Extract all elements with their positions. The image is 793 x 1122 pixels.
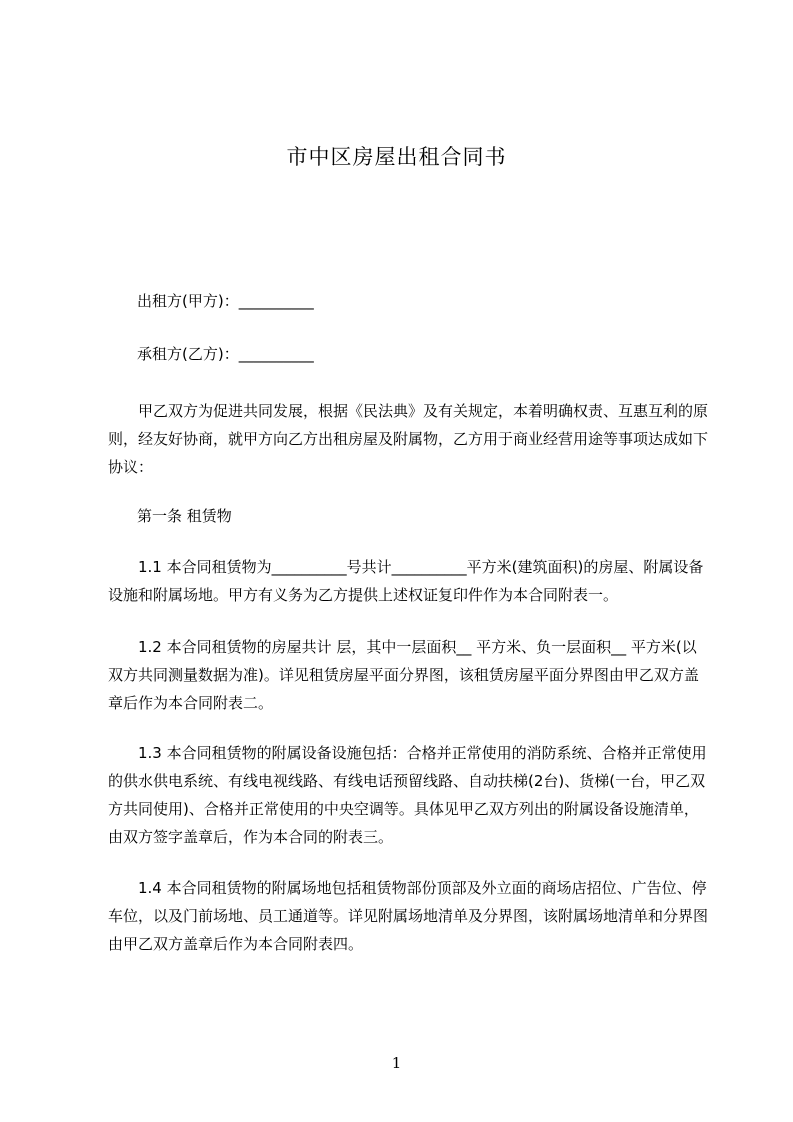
clause-1-1: 1.1 本合同租赁物为__________号共计__________平方米(建筑面积)的房屋、附属设备设施和附属场地。甲方有义务为乙方提供上述权证复印件作为本合同附表一。 (108, 558, 704, 604)
clause-1-3: 1.3 本合同租赁物的附属设备设施包括：合格并正常使用的消防系统、合格并正常使用的供水供电系统、有线电视线路、有线电话预留线路、自动扶梯(2台)、货梯(一台，甲乙双方共同使用)、合格并正常使用的中央空调等。具体见甲乙双方列出的附属设备设施清单，由双方签字盖章后，作为本合同的附表三。 (108, 744, 707, 846)
lessor-field: 出租方(甲方)：__________ (137, 292, 314, 310)
preamble-paragraph: 甲乙双方为促进共同发展，根据《民法典》及有关规定，本着明确权责、互惠互利的原则，经友好协商，就甲方向乙方出租房屋及附属物，乙方用于商业经营用途等事项达成如下协议： (108, 402, 709, 476)
page-number: 1 (391, 1054, 402, 1072)
article-1-heading: 第一条 租赁物 (137, 507, 232, 525)
clause-1-2: 1.2 本合同租赁物的房屋共计 层，其中一层面积__ 平方米、负一层面积__ 平方米(以双方共同测量数据为准)。详见租赁房屋平面分界图，该租赁房屋平面分界图由甲乙双方盖章后作为本合同附表二。 (108, 638, 699, 712)
clause-1-4: 1.4 本合同租赁物的附属场地包括租赁物部份顶部及外立面的商场店招位、广告位、停车位，以及门前场地、员工通道等。详见附属场地清单及分界图，该附属场地清单和分界图由甲乙双方盖章后作为本合同附表四。 (108, 879, 709, 953)
lessee-field: 承租方(乙方)：__________ (137, 345, 314, 363)
document-title: 市中区房屋出租合同书 (286, 145, 507, 169)
